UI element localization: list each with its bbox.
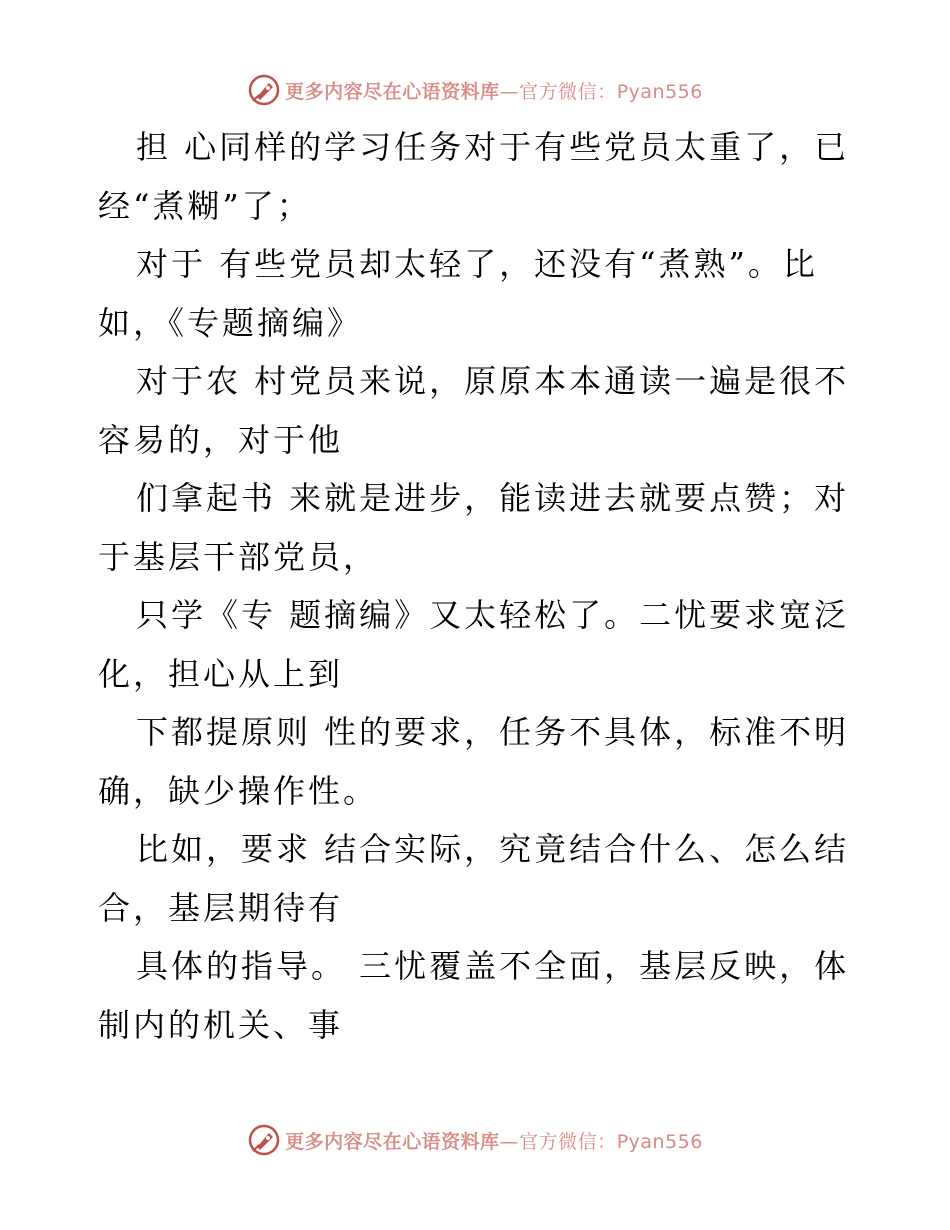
text-line: 制内的机关、事 xyxy=(98,1005,344,1044)
text-line: 合，基层期待有 xyxy=(98,888,344,927)
watermark-dash: — xyxy=(499,1130,520,1153)
text-line: 担 心同样的学习任务对于有些党员太重了，已 xyxy=(136,128,850,166)
text-line: 对于农 村党员来说，原原本本通读一遍是很不 xyxy=(136,362,850,400)
text-line: 确，缺少操作性。 xyxy=(98,771,379,810)
watermark-text xyxy=(285,1127,703,1154)
text-line: 如，《专题摘编》 xyxy=(98,303,363,342)
watermark-wechat-label: 官方微信： xyxy=(519,1130,617,1153)
pen-nib-logo-icon xyxy=(247,1123,281,1157)
document-body xyxy=(98,118,850,1054)
pen-nib-logo-icon xyxy=(247,73,281,107)
watermark-wechat-id: Pyan556 xyxy=(616,80,703,103)
footer-watermark xyxy=(0,1122,950,1158)
text-line: 具体的指导。 三忧覆盖不全面，基层反映，体 xyxy=(136,947,850,985)
text-line: 们拿起书 来就是进步，能读进去就要点赞；对 xyxy=(136,479,850,517)
text-line: 比如，要求 结合实际，究竟结合什么、怎么结 xyxy=(136,830,850,868)
text-line: 容易的，对于他 xyxy=(98,420,344,459)
text-line: 对于 有些党员却太轻了，还没有“煮熟”。比 xyxy=(136,245,818,283)
watermark-wechat-label: 官方微信： xyxy=(519,80,617,103)
watermark-text xyxy=(285,77,703,104)
text-line: 只学《专 题摘编》又太轻松了。二忧要求宽泛 xyxy=(136,596,850,634)
text-line: 经“煮糊”了； xyxy=(98,186,312,225)
text-line: 下都提原则 性的要求，任务不具体，标准不明 xyxy=(136,713,850,751)
header-watermark xyxy=(0,72,950,108)
watermark-wechat-id: Pyan556 xyxy=(616,1130,703,1153)
watermark-main-text: 更多内容尽在心语资料库 xyxy=(285,80,500,103)
watermark-dash: — xyxy=(499,80,520,103)
text-line: 于基层干部党员， xyxy=(98,537,379,576)
watermark-main-text: 更多内容尽在心语资料库 xyxy=(285,1130,500,1153)
text-line: 化，担心从上到 xyxy=(98,654,344,693)
